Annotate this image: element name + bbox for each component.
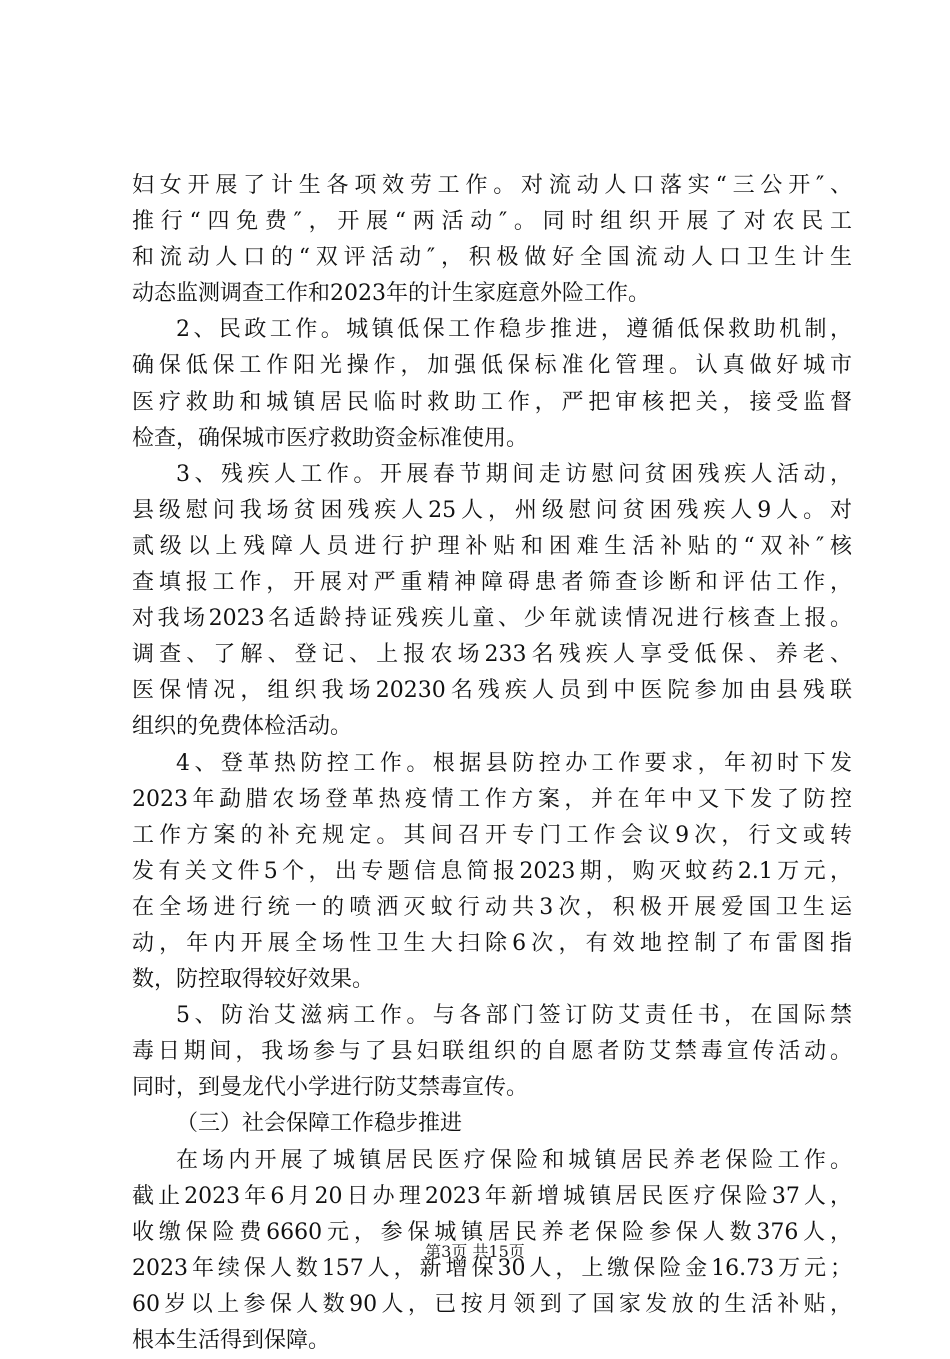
text-line: 妇女开展了计生各项效劳工作。对流动人口落实“三公开″、	[132, 173, 852, 198]
text-line: 县级慰问我场贫困残疾人25人，州级慰问贫困残疾人9人。对	[132, 497, 852, 523]
text-line: 同时，到曼龙代小学进行防艾禁毒宣传。	[132, 1075, 529, 1101]
text-line: （三）社会保障工作稳步推进	[176, 1111, 463, 1137]
text-line: 2、民政工作。城镇低保工作稳步推进，遵循低保救助机制，	[176, 317, 852, 343]
text-line: 在场内开展了城镇居民医疗保险和城镇居民养老保险工作。	[176, 1147, 852, 1173]
text-line: 推行“四免费″，开展“两活动″。同时组织开展了对农民工	[132, 209, 852, 235]
page-footer: 第3页 共15页	[425, 1242, 525, 1261]
text-line: 确保低保工作阳光操作，加强低保标准化管理。认真做好城市	[132, 353, 852, 379]
text-line: 调查、了解、登记、上报农场233名残疾人享受低保、养老、	[132, 642, 852, 668]
text-line: 检查，确保城市医疗救助资金标准使用。	[132, 425, 529, 451]
text-line: 3、残疾人工作。开展春节期间走访慰问贫困残疾人活动，	[176, 461, 852, 487]
text-line: 查填报工作，开展对严重精神障碍患者筛查诊断和评估工作，	[132, 570, 852, 596]
text-line: 在全场进行统一的喷洒灭蚊行动共3次，积极开展爱国卫生运	[132, 894, 852, 920]
text-line: 毒日期间，我场参与了县妇联组织的自愿者防艾禁毒宣传活动。	[132, 1039, 852, 1065]
text-line: 截止2023年6月20日办理2023年新增城镇居民医疗保险37人，	[132, 1183, 852, 1209]
text-line: 动，年内开展全场性卫生大扫除6次，有效地控制了布雷图指	[132, 930, 852, 956]
text-line: 60岁以上参保人数90人，已按月领到了国家发放的生活补贴，	[132, 1291, 852, 1317]
text-line: 2023年勐腊农场登革热疫情工作方案，并在年中又下发了防控	[132, 786, 852, 812]
text-line: 对我场2023名适龄持证残疾儿童、少年就读情况进行核查上报。	[132, 606, 852, 632]
text-line: 工作方案的补充规定。其间召开专门工作会议9次，行文或转	[132, 822, 852, 848]
text-line: 2023年续保人数157人，新增保30人，上缴保险金16.73万元；	[132, 1255, 852, 1281]
text-line: 收缴保险费6660元，参保城镇居民养老保险参保人数376人，	[132, 1219, 852, 1245]
text-line: 贰级以上残障人员进行护理补贴和困难生活补贴的“双补″核	[132, 533, 852, 559]
text-line: 和流动人口的“双评活动″，积极做好全国流动人口卫生计生	[132, 245, 852, 271]
text-line: 4、登革热防控工作。根据县防控办工作要求，年初时下发	[176, 750, 852, 776]
text-line: 医疗救助和城镇居民临时救助工作，严把审核把关，接受监督	[132, 389, 852, 415]
text-line: 数，防控取得较好效果。	[132, 967, 375, 993]
text-line: 动态监测调查工作和2023年的计生家庭意外险工作。	[132, 281, 650, 307]
text-line: 5、防治艾滋病工作。与各部门签订防艾责任书，在国际禁	[176, 1003, 852, 1029]
document-body	[132, 168, 852, 1359]
text-line: 根本生活得到保障。	[132, 1328, 331, 1353]
text-line: 医保情况，组织我场20230名残疾人员到中医院参加由县残联	[132, 678, 852, 704]
text-line: 发有关文件5个，出专题信息简报2023期，购灭蚊药2.1万元，	[132, 858, 852, 884]
text-line: 组织的免费体检活动。	[132, 714, 353, 740]
